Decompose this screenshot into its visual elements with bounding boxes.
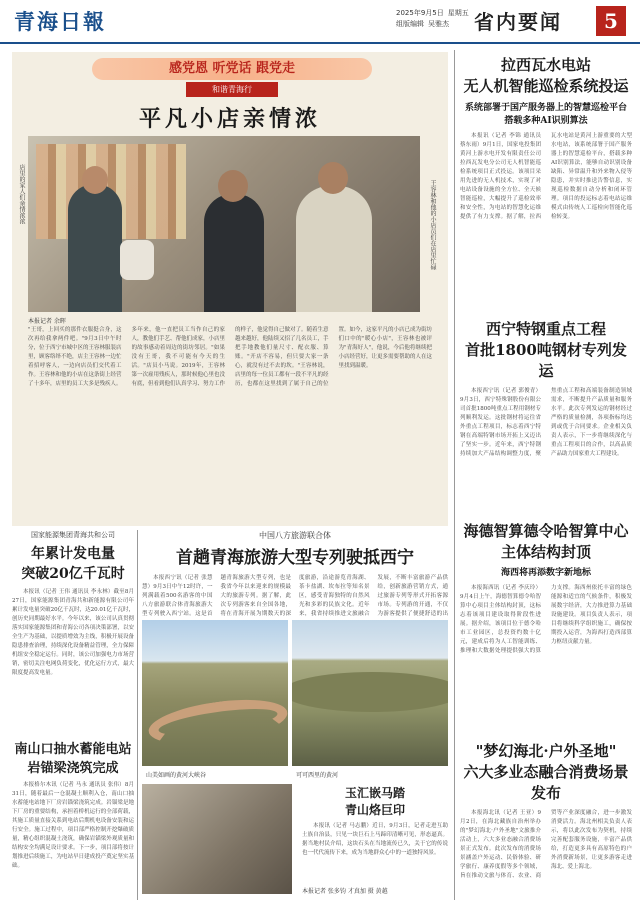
hydropower-subtitle-2: 搭载多种AI识别算法 [504,116,588,126]
article-tourism [142,530,448,618]
ridge-caption: 可可西里的黄河 [296,772,339,779]
person-1 [68,184,122,312]
stone-byline: 本报记者 张多钧 才真加 摄 黄越 [302,888,388,895]
haibei-title-1: "梦幻海北·户外圣地" [475,742,617,760]
person-3 [296,186,372,312]
computing-subtitle: 海西将再添数字新地标 [500,568,591,578]
hydropower-title-1: 拉西瓦水电站 [500,56,591,74]
editor-label: 组版编辑 [396,20,424,28]
stone-body: 本报讯（记者 马志鹏）近日，9月3日，记者走进互助土族自治县，只见一块巨石上马蹄印清晰可见，形态逼真。据当地村民介绍，这块石头在当地流传已久，关于它的传说也一代代流传下来，成为当地群众心中的一道独特风景。 [302,823,448,856]
article-steel [460,318,632,478]
power-title-1: 年累计发电量 [31,546,115,562]
column-divider [454,50,455,900]
stone-title-2: 青山烙巨印 [344,803,405,817]
article-power-generation [12,530,134,730]
editor-name: 吴雅杰 [428,20,449,28]
stone-heading [302,784,448,895]
pumped-body: 本报格尔木讯（记者 马永 通讯员 张伟）8月31日，随着最后一仓混凝土顺利入仓，南山口抽水蓄能电站地下厂房岩锚梁浇筑完成。岩锚梁是地下厂房的重要结构，承担着桥机运行的全部荷载，其施工质量直接关系到电站后期机电设备安装和运行安全。施工过程中，项目部严格控制开挖爆破质量，精心组织混凝土浇筑，确保岩锚梁外观质量和结构安全均满足设计要求。下一步，项目部将按计划推进后续施工，为电站早日建成投产奠定坚实基础。 [12,782,134,869]
computing-title-1: 海德智算德令哈智算中心 [463,522,629,540]
person-3-head [318,162,348,194]
person-1-head [82,166,108,194]
steel-title-1: 西宁特钢重点工程 [485,320,606,338]
stone-title-1: 玉汇嵌马踏 [344,786,405,800]
feature-banner: 感党恩 听党话 跟党走 [92,58,372,80]
person-2-head [218,170,248,202]
haibei-title-2: 六大多业态融合消费场景发布 [463,763,629,802]
hydropower-title-2: 无人机智能巡检系统投运 [463,77,629,95]
computing-body: 本报海西讯（记者 李庆玲）9月4日上午，海德智算德令哈智算中心项目主体结构封顶，这标志着该项目建设取得阶段性进展。据介绍，该项目位于德令哈市工业园区，总投资约数十亿元，建成后将为人工智能训练、推理和大数据处理提供强大的算力支撑。海西州依托丰富的绿色能源和适宜的气候条件，积极发展数字经济，大力推进算力基础设施建设。项目负责人表示，项目将继续科学组织施工，确保按期投入运营，为海西打造西部算力枢纽贡献力量。 [460,585,632,654]
power-title-2: 突破20亿千瓦时 [21,566,125,582]
article-stone [142,784,448,900]
issue-meta [396,8,473,30]
page-number: 5 [596,6,626,36]
issue-date: 2025年9月5日 [396,9,444,17]
tourism-body: 本报西宁讯（记者 张慧慧）9月3日中午12时许，一列满载着500名游客的中国八方旅游联合体青海旅游大型专列驶入西宁站。这是首趟青海旅游大型专列，也是我省今年以来迎来的规模最大的旅游专列。据了解，此次专列游客来自全国各地，将在青海开展为期数天的深度旅游，沿途游览青海湖、茶卡盐湖、坎布拉等知名景区，感受青海独特的自然风光和多彩的民族文化。近年来，我省持续推进文旅融合发展，不断丰富旅游产品供给，创新旅游营销方式，通过旅游专列等形式开拓客源市场。专列游的开通，不仅为游客提供了便捷舒适的出 [142,575,448,617]
stone-photo [142,784,292,894]
power-body: 本报讯（记者 王伟 通讯员 李永林）截至8月27日，国家能源集团青海共和新能源有限公司年累计发电量突破20亿千瓦时，达20.01亿千瓦时，创历史同期最好水平。今年以来，该公司认真贯彻落实国家能源集团和青海公司各项决策部署，以安全生产为基础，以提质增效为主线，积极开展设备隐患排查治理，持续深化设备精益管理，全力保障机组安全稳定运行。同时，该公司加强电力市场营销，密切关注电网负荷变化，优化运行方式，最大限度提高发电量。 [12,589,134,676]
section-title: 省内要闻 [474,10,562,34]
issue-weekday: 星期五 [447,9,469,17]
pumped-title-2: 岩锚梁浇筑完成 [27,761,119,776]
left-divider [137,530,138,900]
photo-caption-left: 店里的家人们亲情浓浓 [18,164,25,224]
haibei-body: 本报海北讯（记者 王亚）9月2日，在海北藏族自治州举办的"梦幻海北·户外圣地"文旅推介活动上，六大多业态融合消费场景正式发布。此次发布的消费场景涵盖户外运动、民俗体验、研学旅行、康养度假等多个领域，旨在推动文旅与体育、农业、商贸等产业深度融合，进一步激发消费活力。海北州相关负责人表示，将以此次发布为契机，持续完善配套服务设施，丰富产品供给，打造更多具有高原特色的户外消费新场景，让更多游客走进海北、爱上海北。 [460,810,632,879]
tourism-kicker: 中国八方旅游联合体 [259,531,331,540]
valley-photo [142,620,288,766]
feature-story [12,52,448,526]
masthead [0,0,640,44]
valley-caption: 山美如画的黄河大峡谷 [146,772,207,779]
computing-title-2: 主体结构封顶 [500,543,591,561]
feature-title: 平凡小店亲情浓 [138,106,321,132]
article-hydropower [460,54,632,276]
hydropower-subtitle-1: 系统部署于国产服务器上的智慧巡检平台 [464,103,627,113]
steel-body: 本报西宁讯（记者 郭俊青）9月3日，西宁特殊钢股份有限公司首批1800吨重点工程用钢材专列顺利发运。这批钢材将运往省外重点工程项目，标志着西宁特钢在高端特钢市场开拓上又迈出了坚实一步。近年来，西宁特钢持续加大产品结构调整力度，聚焦重点工程和高端装备制造领域需求，不断提升产品质量和服务水平。此次专列发运的钢材经过严格的质量检测，各项指标均达到或优于合同要求。企业相关负责人表示，下一步将继续深化与重点工程项目的合作，以高品质产品助力国家重大工程建设。 [460,388,632,457]
feature-photo [28,136,420,312]
feature-byline: 本报记者 余晖 [28,318,66,325]
shopping-bag [120,240,154,280]
feature-body: "王哥，上回买的那件衣服挺合身，这次再给我拿两件吧。"9月3日中午时分，位于西宁市城中区的王容林服装店里，顾客络绎不绝，店主王容林一边忙着招呼客人，一边向店员们交代着工作。王容林和他的小店在这条街上经营了十多年，店里的员工大多是残疾人。多年来，他一直把员工当作自己的家人，教他们手艺、帮他们成家，小店里的故事感动着周边的街坊邻居。"如果没有王哥，我不可能有今天的生活。"店员小马说。2019年，王容林第一次雇用残疾人，那时候他心里也没有底，但看到他们认真学习、努力工作的样子，他觉得自己做对了。随着生意越来越好，他陆续又招了几名员工，手把手地教他们量尺寸、配衣服、算账。"开店不容易，但只要大家一条心，就没有过不去的坎。"王容林说，店里的每一位员工都有一段不平凡的经历，也都在这里找到了属于自己的位置。如今，这家平凡的小店已成为街坊们口中的"暖心小店"，王容林也被评为"青海好人"，他说，今后他将继续把小店经营好，让更多需要帮助的人在这里找到温暖。 [28,327,432,387]
steel-title-2: 首批1800吨钢材专列发运 [465,341,627,380]
article-computing-center [460,520,632,720]
river-bend [146,692,288,751]
photo-caption-right: 王容林和他的小店员们在店里忙碌 [429,180,436,270]
newspaper-logo: 青海日報 [14,9,106,34]
hydropower-body: 本报讯（记者 李锦 通讯员 蔡东雨）9月1日，国家电投集团黄河上游水电开发有限责任公司拉西瓦发电分公司无人机智能巡检系统项目正式投运。该项目采用先进的无人机技术，实现了对电站设备设施的全方位、全天候智能巡检，大幅提升了巡检效率和安全性，为电站的智慧化运维提供了有力支撑。据了解，拉西瓦水电站是黄河上游重要的大型水电站，该系统部署于国产服务器上的智慧巡检平台，搭载多种AI识别算法，能够自动识别设备缺陷、异常温升和外来物入侵等隐患，并实时推送告警信息，实现巡检数据自动分析和闭环管理。项目的投运标志着电站运维模式由传统人工巡检向智能化巡检转变。 [460,133,632,220]
article-pumped-storage [12,738,134,900]
person-2 [204,194,264,312]
pumped-title-1: 南山口抽水蓄能电站 [14,742,132,757]
article-haibei [460,740,632,900]
power-company: 国家能源集团青海共和公司 [31,531,115,539]
column-tag: 和谐青海行 [186,82,278,97]
ridge-shape [292,672,448,712]
ridge-photo [292,620,448,766]
tourism-title: 首趟青海旅游大型专列驶抵西宁 [176,548,414,568]
